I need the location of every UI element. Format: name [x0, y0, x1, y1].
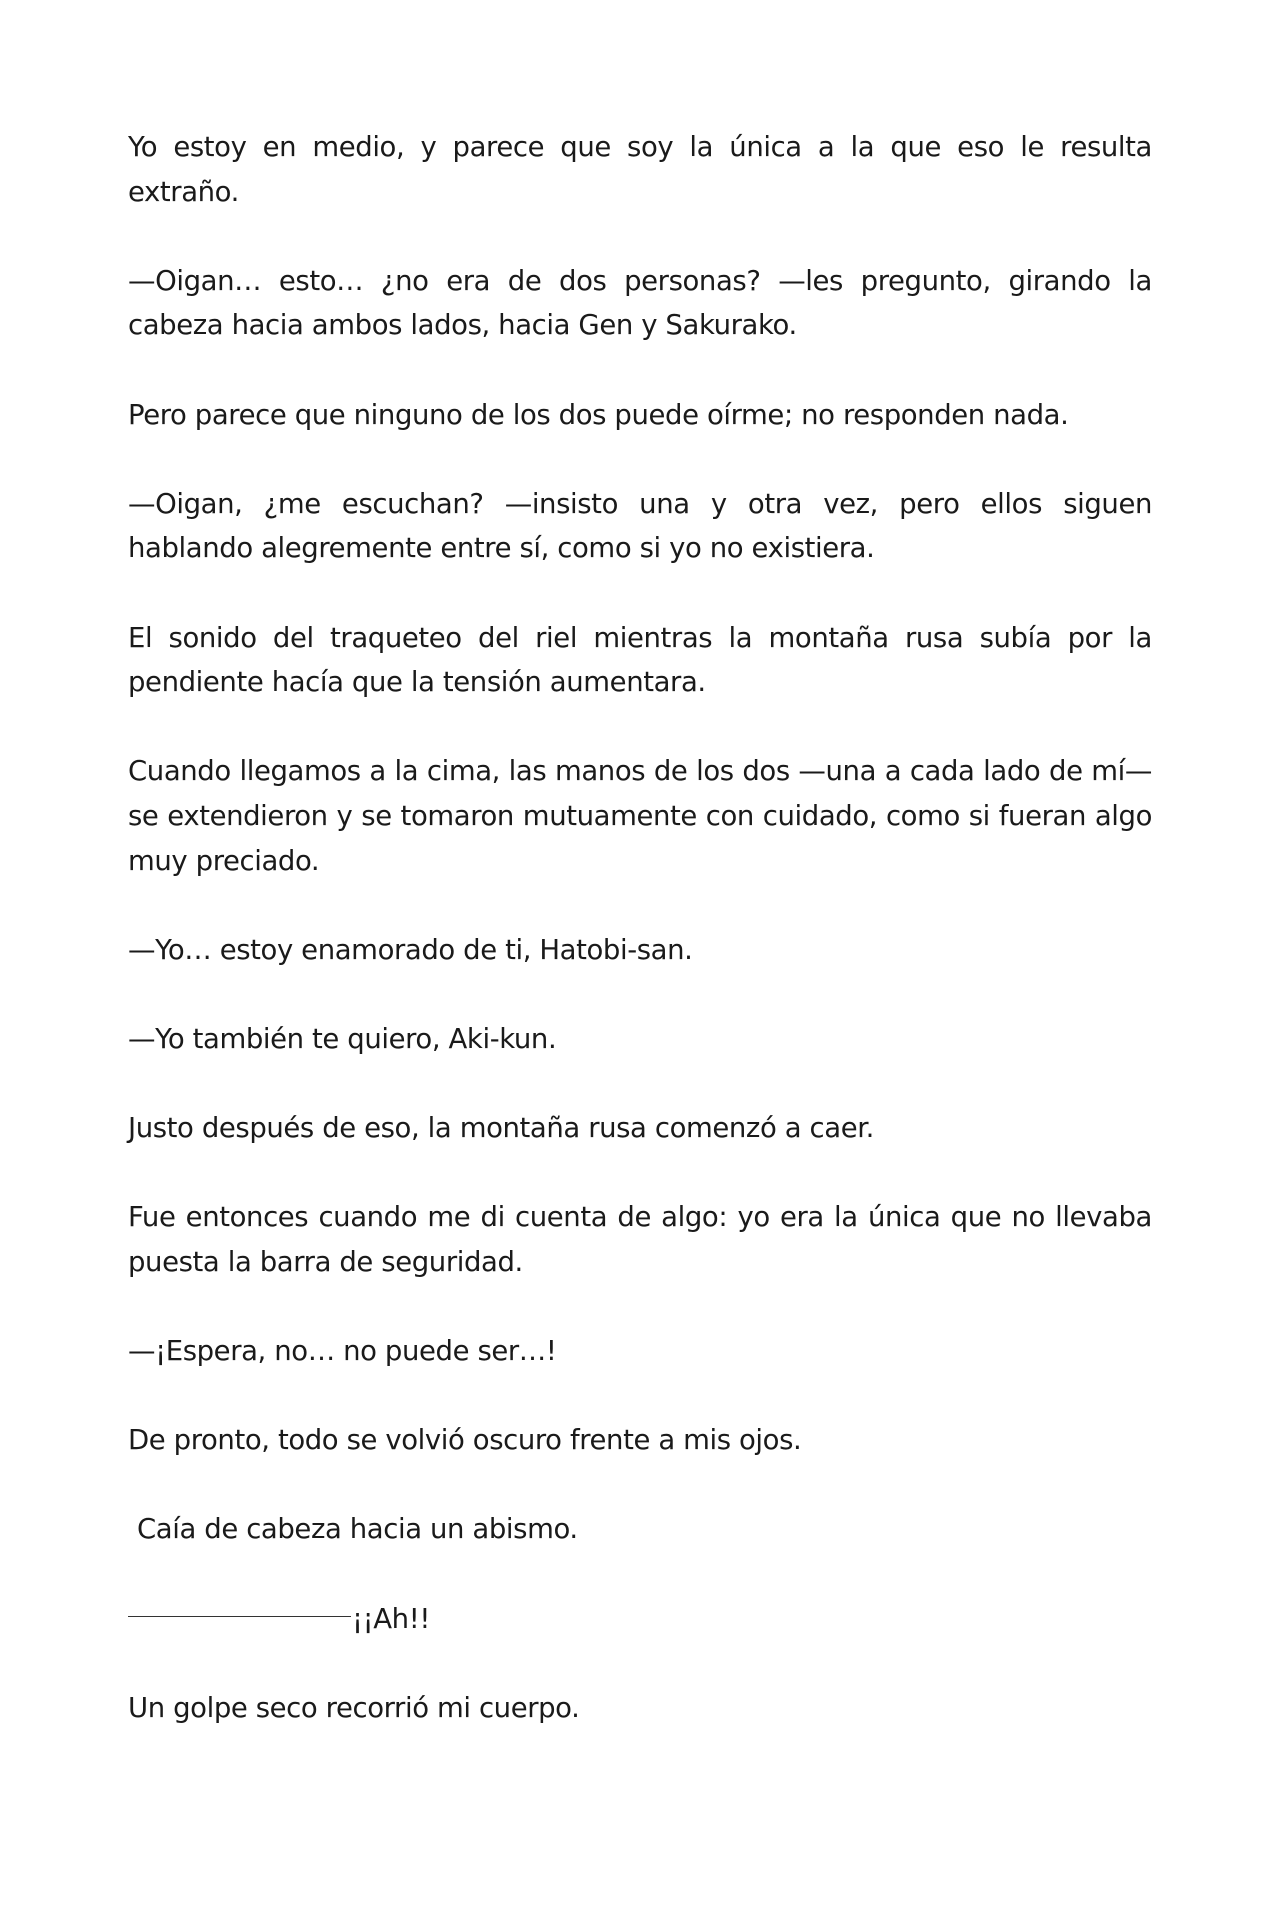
paragraph: De pronto, todo se volvió oscuro frente a mis ojos. — [128, 1424, 802, 1457]
paragraph: Pero parece que ninguno de los dos puede oírme; no responden nada. — [128, 398, 1069, 431]
dialogue-line: —Yo… estoy enamorado de ti, Hatobi-san. — [128, 933, 693, 966]
paragraph: —Oigan, ¿me escuchan? —insisto una y otra vez, pero ellos siguen hablando alegremente entre sí, como si yo no existiera. — [128, 487, 1152, 565]
dialogue-line: —¡Espera, no… no puede ser…! — [128, 1335, 557, 1368]
paragraph: Justo después de eso, la montaña rusa comenzó a caer. — [128, 1112, 874, 1145]
scream-text: ¡¡Ah!! — [352, 1602, 430, 1635]
paragraph: —Oigan… esto… ¿no era de dos personas? —les pregunto, girando la cabeza hacia ambos lados, hacia Gen y Sakurako. — [128, 264, 1152, 342]
paragraph: Caía de cabeza hacia un abismo. — [137, 1513, 578, 1546]
dialogue-line: —Yo también te quiero, Aki-kun. — [128, 1022, 557, 1055]
paragraph: Cuando llegamos a la cima, las manos de los dos —una a cada lado de mí— se extendieron y se tomaron mutuamente con cuidado, como si fueran algo muy preciado. — [128, 755, 1152, 877]
paragraph: Fue entonces cuando me di cuenta de algo: yo era la única que no llevaba puesta la barra de seguridad. — [128, 1201, 1152, 1278]
document-page — [128, 125, 1152, 1775]
paragraph: Yo estoy en medio, y parece que soy la única a la que eso le resulta extraño. — [128, 131, 1152, 208]
dash-rule — [128, 1616, 351, 1617]
scream-line — [128, 1597, 1152, 1642]
paragraph: Un golpe seco recorrió mi cuerpo. — [128, 1691, 580, 1724]
paragraph: El sonido del traqueteo del riel mientras la montaña rusa subía por la pendiente hacía que la tensión aumentara. — [128, 621, 1152, 699]
